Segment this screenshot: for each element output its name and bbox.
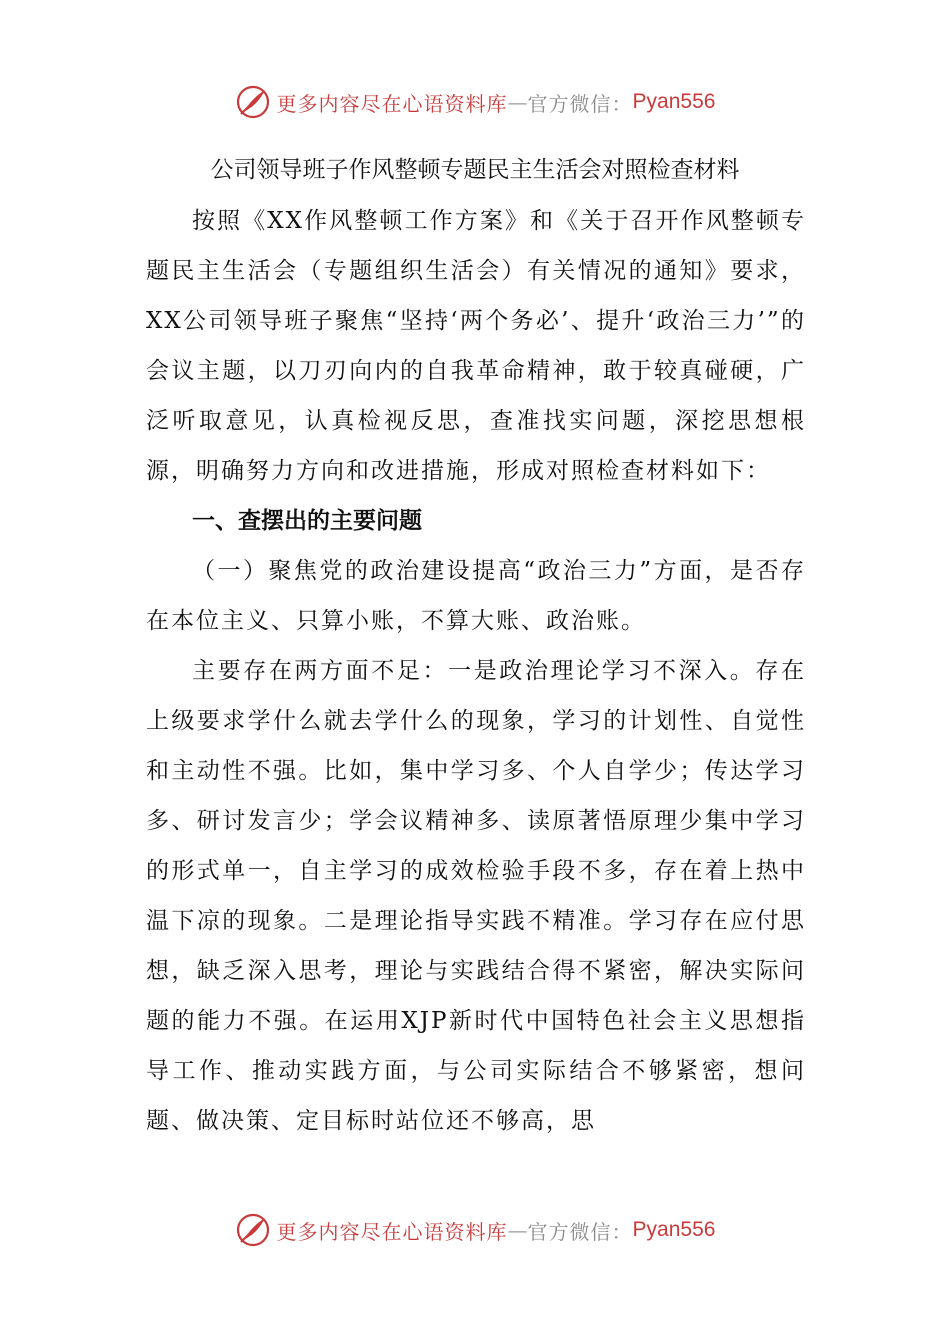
watermark-wechat-id: Pyan556 <box>632 1218 716 1241</box>
watermark-wechat-label: 官方微信： <box>527 91 633 116</box>
subsection-paragraph: （一）聚焦党的政治建设提高“政治三力”方面，是否存在本位主义、只算小账，不算大账、政治账。 <box>146 558 806 634</box>
document-title: 公司领导班子作风整顿专题民主生活会对照检查材料 <box>210 157 740 183</box>
quill-logo-icon <box>235 1212 271 1248</box>
document-body <box>146 196 806 1146</box>
watermark-text: 更多内容尽在心语资料库 <box>276 91 508 116</box>
watermark-dash: — <box>507 1218 528 1242</box>
body-paragraph: 主要存在两方面不足：一是政治理论学习不深入。存在上级要求学什么就去学什么的现象，学习的计划性、自觉性和主动性不强。比如，集中学习多、个人自学少；传达学习多、研讨发言少；学会议精神多、读原著悟原理少集中学习的形式单一，自主学习的成效检验手段不多，存在着上热中温下凉的现象。二是理论指导实践不精准。学习存在应付思想，缺乏深入思考，理论与实践结合得不紧密，解决实际问题的能力不强。在运用XJP新时代中国特色社会主义思想指导工作、推动实践方面，与公司实际结合不够紧密，想问题、做决策、定目标时站位还不够高，思 <box>146 658 806 1134</box>
watermark-banner-top <box>0 80 950 124</box>
watermark-wechat-id: Pyan556 <box>632 90 716 113</box>
section-heading: 一、查摆出的主要问题 <box>192 508 422 534</box>
watermark-banner-bottom <box>0 1208 950 1252</box>
watermark-wechat-label: 官方微信： <box>527 1219 633 1244</box>
watermark-text: 更多内容尽在心语资料库 <box>276 1219 508 1244</box>
watermark-dash: — <box>507 90 528 114</box>
intro-paragraph: 按照《XX作风整顿工作方案》和《关于召开作风整顿专题民主生活会（专题组织生活会）有关情况的通知》要求，XX公司领导班子聚焦“坚持‘两个务必’、提升‘政治三力’”的会议主题，以刀刃向内的自我革命精神，敢于较真碰硬，广泛听取意见，认真检视反思，查准找实问题，深挖思想根源，明确努力方向和改进措施，形成对照检查材料如下： <box>146 208 806 484</box>
quill-logo-icon <box>235 84 271 120</box>
